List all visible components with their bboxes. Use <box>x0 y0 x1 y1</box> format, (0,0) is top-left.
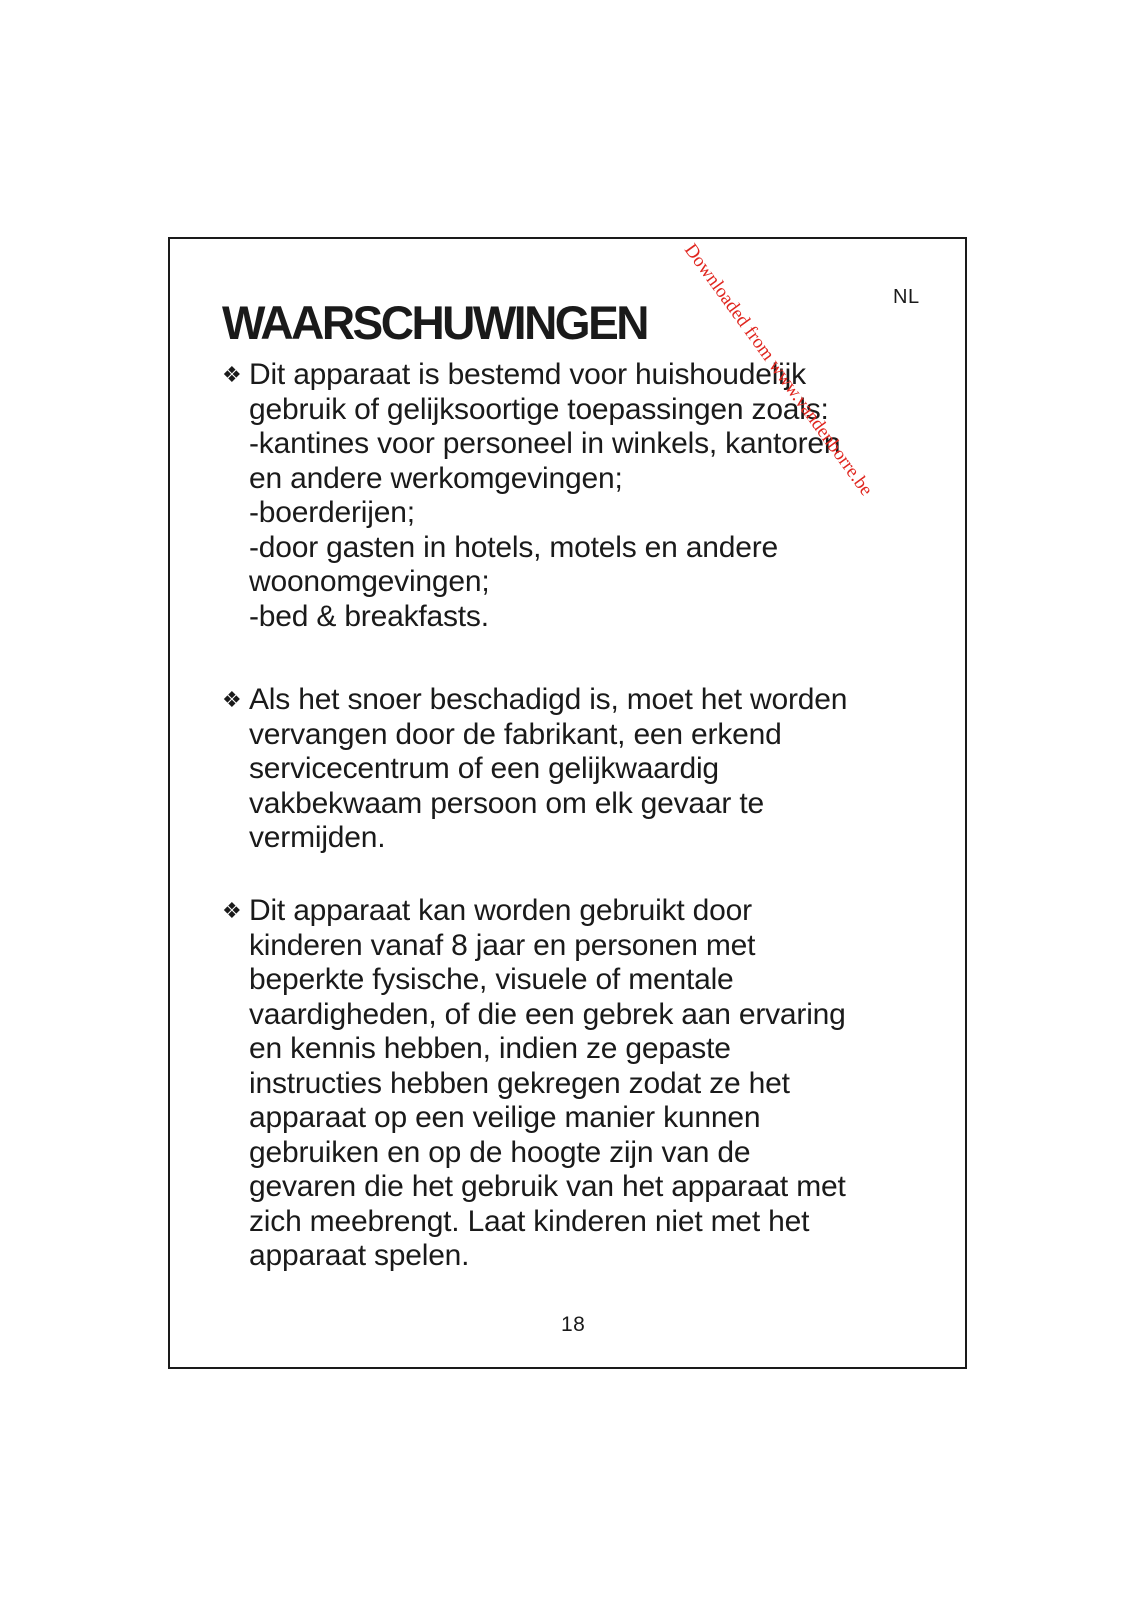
warning-line <box>222 683 922 718</box>
warning-line: en kennis hebben, indien ze gepaste <box>249 1032 731 1065</box>
warning-line: -bed & breakfasts. <box>249 599 489 633</box>
warning-line-text: Dit apparaat is bestemd voor huishoudelijk <box>249 358 806 391</box>
language-tag: NL <box>893 286 920 308</box>
page-number: 18 <box>561 1313 586 1336</box>
bullet-diamond-icon: ❖ <box>222 362 242 387</box>
warning-line: vervangen door de fabrikant, een erkend <box>249 717 782 751</box>
warning-line: vaardigheden, of die een gebrek aan ervaring <box>249 997 846 1031</box>
bullet-diamond-icon: ❖ <box>222 898 242 923</box>
warning-line: en andere werkomgevingen; <box>249 461 623 495</box>
warning-line: gevaren die het gebruik van het apparaat met <box>249 1170 846 1203</box>
warning-line: -kantines voor personeel in winkels, kantoren <box>249 427 841 460</box>
warning-line: woonomgevingen; <box>249 565 490 598</box>
warning-item-damaged-cord <box>222 683 922 856</box>
warning-line: vermijden. <box>249 821 386 854</box>
warning-item-household-use <box>222 358 922 634</box>
page-title: WAARSCHUWINGEN <box>222 296 647 350</box>
warning-line: gebruik of gelijksoortige toepassingen zoals: <box>249 392 829 426</box>
warning-line: servicecentrum of een gelijkwaardig <box>249 752 719 785</box>
warning-line <box>222 894 922 929</box>
warning-line: gebruiken en op de hoogte zijn van de <box>249 1135 751 1169</box>
warning-line-text: Als het snoer beschadigd is, moet het worden <box>249 683 848 716</box>
warning-line: vakbekwaam persoon om elk gevaar te <box>249 786 764 820</box>
warning-line: zich meebrengt. Laat kinderen niet met het <box>249 1204 810 1238</box>
warning-line: apparaat op een veilige manier kunnen <box>249 1101 761 1134</box>
warning-line: beperkte fysische, visuele of mentale <box>249 963 734 996</box>
warning-line: apparaat spelen. <box>249 1239 470 1272</box>
watermark-text: Downloaded from www.vandenborre.be <box>680 240 877 500</box>
bullet-diamond-icon: ❖ <box>222 687 242 712</box>
warning-item-children-use <box>222 894 922 1274</box>
warning-line: kinderen vanaf 8 jaar en personen met <box>249 928 756 962</box>
warning-line-text: Dit apparaat kan worden gebruikt door <box>249 894 752 927</box>
warning-line: -boerderijen; <box>249 496 415 529</box>
warning-line: -door gasten in hotels, motels en andere <box>249 530 778 564</box>
warning-line: instructies hebben gekregen zodat ze het <box>249 1066 790 1100</box>
warning-line <box>222 358 922 393</box>
